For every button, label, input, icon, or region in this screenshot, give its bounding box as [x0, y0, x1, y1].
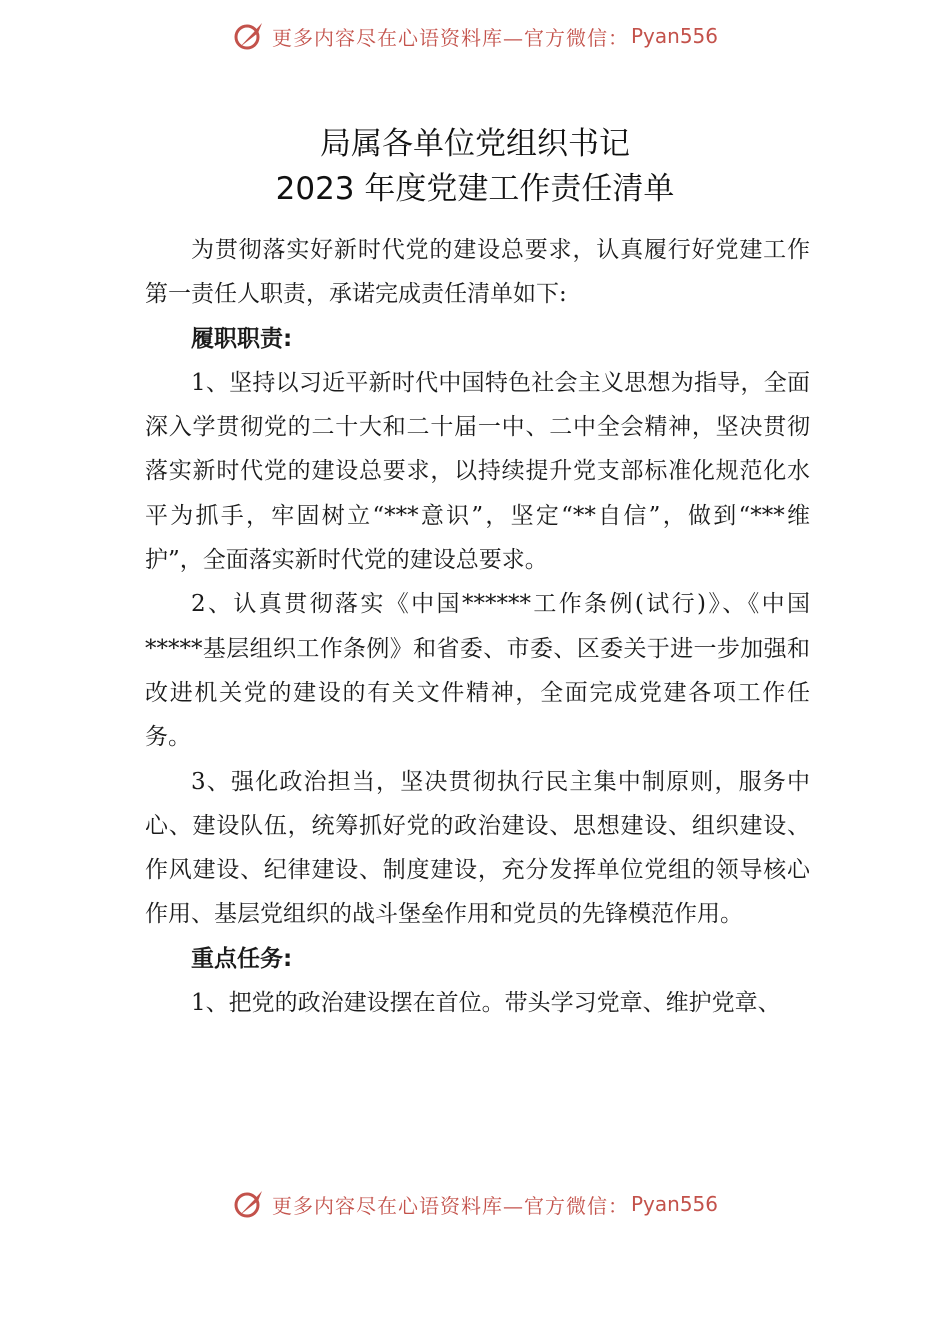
- quill-pen-logo-icon: [232, 19, 266, 53]
- watermark-wechat-id: Pyan556: [630, 24, 718, 48]
- section-heading-duties: 履职职责:: [191, 325, 293, 352]
- duty-item-3: 3、强化政治担当，坚决贯彻执行民主集中制原则，服务中心、建设队伍，统筹抓好党的政治建设、思想建设、组织建设、作风建设、纪律建设、制度建设，充分发挥单位党组的领导核心作用、基层党组织的战斗堡垒作用和党员的先锋模范作用。: [145, 768, 810, 928]
- document-title-line2: 2023 年度党建工作责任清单: [275, 171, 675, 207]
- document-body: [145, 228, 810, 1025]
- intro-paragraph: 为贯彻落实好新时代党的建设总要求，认真履行好党建工作第一责任人职责，承诺完成责任清单如下:: [145, 237, 810, 308]
- watermark-text: 更多内容尽在心语资料库—官方微信：: [271, 1193, 629, 1218]
- duty-item-2: 2、认真贯彻落实《中国******工作条例(试行)》、《中国*****基层组织工作条例》和省委、市委、区委关于进一步加强和改进机关党的建设的有关文件精神，全面完成党建各项工作任务。: [145, 591, 810, 751]
- document-title-line1: 局属各单位党组织书记: [320, 126, 630, 162]
- duty-item-1: 1、坚持以习近平新时代中国特色社会主义思想为指导，全面深入学贯彻党的二十大和二十届一中、二中全会精神，坚决贯彻落实新时代党的建设总要求，以持续提升党支部标准化规范化水平为抓手，牢固树立“***意识”，坚定“**自信”，做到“***维护”，全面落实新时代党的建设总要求。: [145, 369, 810, 574]
- watermark-footer: [0, 1184, 950, 1224]
- watermark-text: 更多内容尽在心语资料库—官方微信：: [271, 25, 629, 50]
- task-item-1: 1、把党的政治建设摆在首位。带头学习党章、维护党章、: [191, 990, 781, 1017]
- quill-pen-logo-icon: [232, 1187, 266, 1221]
- watermark-wechat-id: Pyan556: [630, 1192, 718, 1216]
- section-heading-tasks: 重点任务:: [191, 945, 293, 972]
- watermark-header: [0, 16, 950, 56]
